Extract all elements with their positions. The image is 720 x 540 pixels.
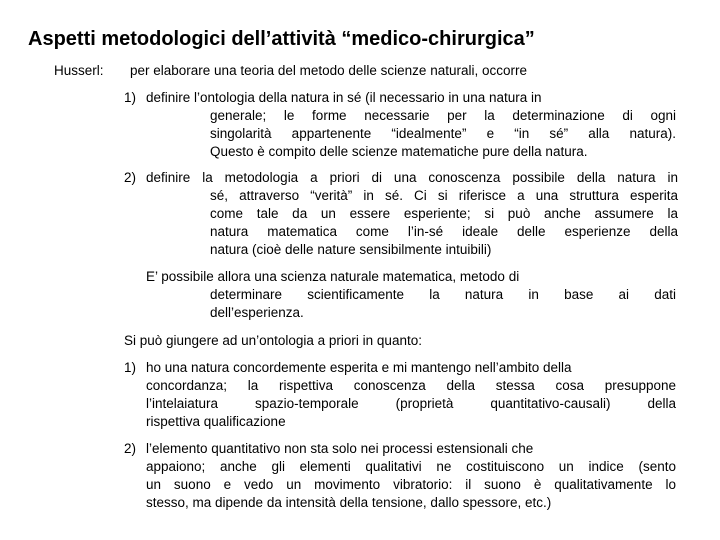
paragraph-line: determinare scientificamente la natura in base ai dati (210, 287, 676, 302)
list-line: definire la metodologia a priori di una conoscenza possibile della natura in (146, 170, 678, 185)
list-line: l’elemento quantitativo non sta solo nei processi estensionali che (146, 441, 534, 456)
list-line: natura (cioè delle nature sensibilmente intuibili) (210, 242, 492, 257)
list-item-ontology (124, 89, 678, 161)
paragraph-line: dell’esperienza. (210, 305, 304, 320)
list-line: singolarità appartenente “idealmente” e “in sé” alla natura). (210, 126, 676, 141)
list-line: l’intelaiatura spazio-temporale (proprietà quantitativo-causali) della (146, 396, 676, 411)
author-label: Husserl: (54, 63, 104, 78)
list-number: 2) (124, 441, 137, 456)
list-line: Questo è compito delle scienze matematiche pure della natura. (210, 144, 588, 159)
list-item-concordance (124, 359, 678, 431)
list-line: stesso, ma dipende da intensità della tensione, dallo spessore, etc.) (146, 495, 552, 510)
slide-title: Aspetti metodologici dell’attività “medico-chirurgica” (28, 28, 535, 50)
list-line: sé, attraverso “verità” in sé. Ci si riferisce a una struttura esperita (210, 188, 678, 203)
list-item-methodology (124, 169, 680, 259)
list-line: appaiono; anche gli elementi qualitativi ne costituiscono un indice (sento (146, 459, 676, 474)
list-number: 1) (124, 90, 137, 105)
list-line: definire l’ontologia della natura in sé (il necessario in una natura in (146, 90, 542, 105)
list-number: 2) (124, 170, 137, 185)
list-line: natura matematica come l’in-sé ideale delle esperienze della (210, 224, 678, 239)
ontology-intro: Si può giungere ad un’ontologia a priori in quanto: (124, 333, 422, 348)
list-item-quantitative (124, 440, 678, 512)
list-line: rispettiva qualificazione (146, 414, 286, 429)
intro-text: per elaborare una teoria del metodo delle scienze naturali, occorre (130, 63, 527, 78)
paragraph-line: E’ possibile allora una scienza naturale matematica, metodo di (146, 269, 520, 284)
list-line: generale; le forme necessarie per la determinazione di ogni (210, 108, 676, 123)
list-number: 1) (124, 360, 137, 375)
possible-paragraph (146, 268, 678, 322)
list-line: come tale da un essere esperiente; si può anche assumere la (210, 206, 678, 221)
list-line: un suono e vedo un movimento vibratorio: il suono è qualitativamente lo (146, 477, 676, 492)
list-line: concordanza; la rispettiva conoscenza della stessa cosa presuppone (146, 378, 676, 393)
list-line: ho una natura concordemente esperita e mi mantengo nell’ambito della (146, 360, 572, 375)
